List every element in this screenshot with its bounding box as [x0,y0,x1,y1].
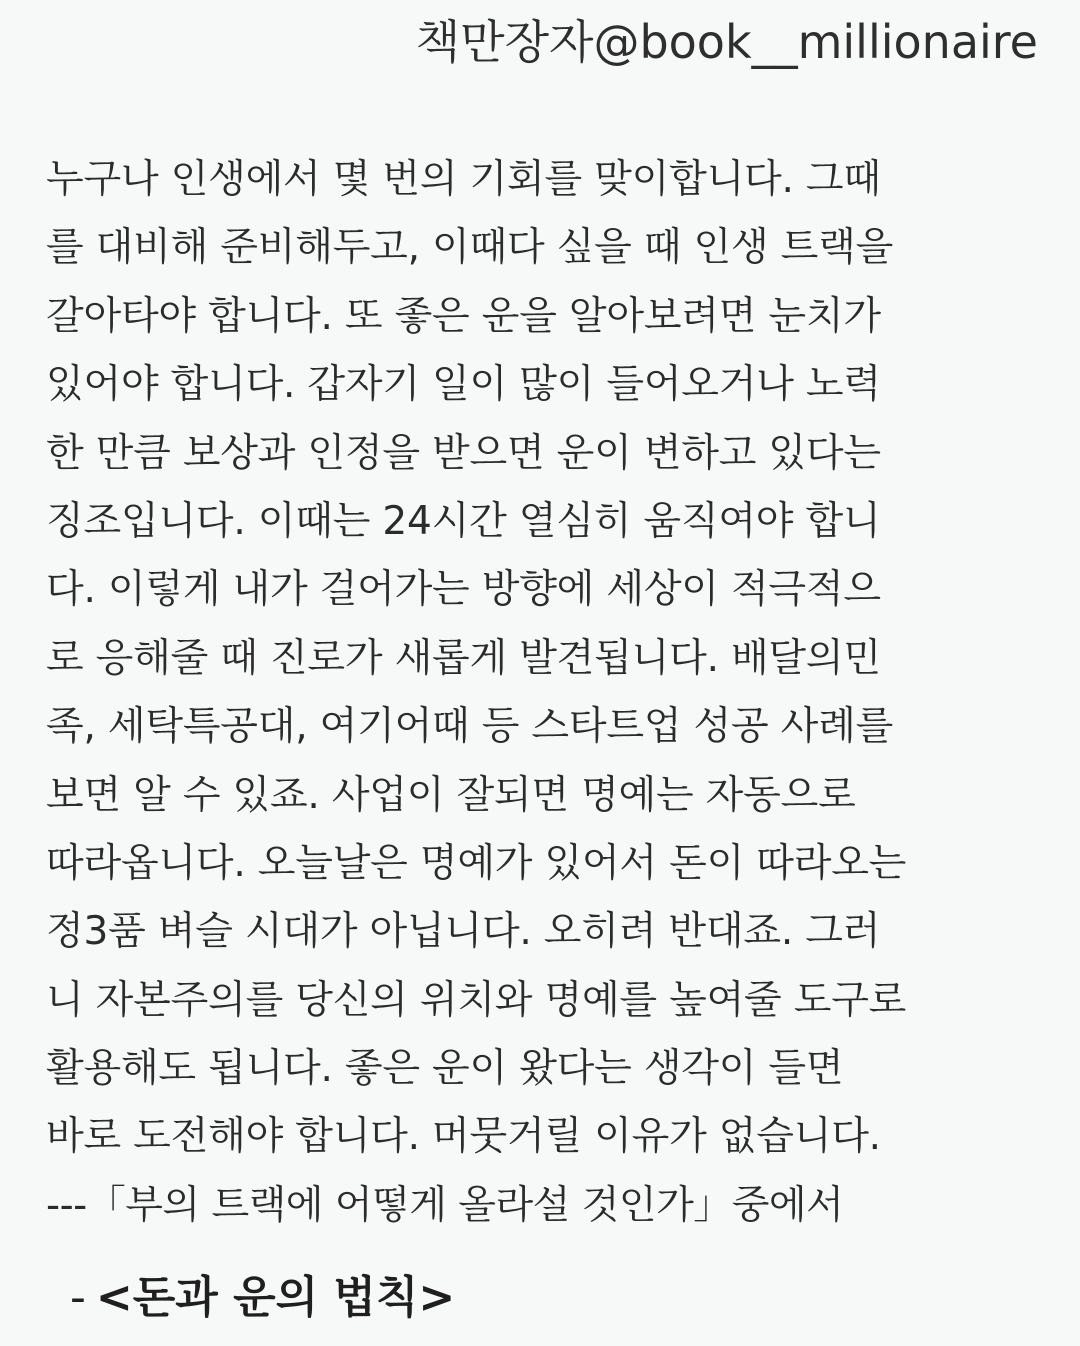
passage-line: 누구나 인생에서 몇 번의 기회를 맞이합니다. 그때 [46,157,881,202]
passage-line: 로 응해줄 때 진로가 새롭게 발견됩니다. 배달의민 [46,635,881,681]
passage-line: 활용해도 됩니다. 좋은 운이 왔다는 생각이 들면 [46,1046,844,1092]
footer-dash: - [70,1272,86,1323]
account-handle: 책만장자@book__millionaire [415,15,1038,69]
quote-passage [46,146,1056,1240]
passage-line: 정3품 벼슬 시대가 아닙니다. 오히려 반대죠. 그러 [46,909,881,955]
passage-line: 를 대비해 준비해두고, 이때다 싶을 때 인생 트랙을 [46,225,894,271]
passage-line: 니 자본주의를 당신의 위치와 명예를 높여줄 도구로 [46,977,907,1023]
passage-line: 다. 이렇게 내가 걸어가는 방향에 세상이 적극적으 [46,567,881,613]
passage-line: 징조입니다. 이때는 24시간 열심히 움직여야 합니 [46,498,881,544]
passage-line: 족, 세탁특공대, 여기어때 등 스타트업 성공 사례를 [46,704,894,750]
book-title-footer [70,1268,455,1328]
passage-line: 한 만큼 보상과 인정을 받으면 운이 변하고 있다는 [46,430,881,476]
passage-line: 따라옵니다. 오늘날은 명예가 있어서 돈이 따라오는 [46,840,907,886]
passage-line: 갈아타야 합니다. 또 좋은 운을 알아보려면 눈치가 [46,293,881,339]
book-title: <돈과 운의 법칙> [95,1272,456,1323]
passage-line: 보면 알 수 있죠. 사업이 잘되면 명예는 자동으로 [46,772,856,818]
quote-source: ---「부의 트랙에 어떻게 올라설 것인가」중에서 [46,1182,844,1228]
passage-line: 바로 도전해야 합니다. 머뭇거릴 이유가 없습니다. [46,1114,881,1160]
passage-line: 있어야 합니다. 갑자기 일이 많이 들어오거나 노력 [46,362,881,408]
